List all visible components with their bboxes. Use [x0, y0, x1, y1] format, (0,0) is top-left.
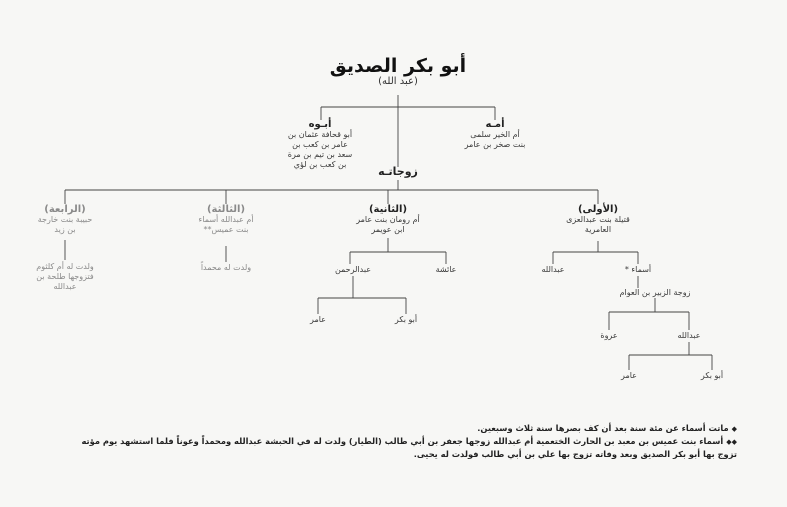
- wife-node-4: [10, 205, 120, 235]
- wife-heading: (الأولى): [577, 204, 619, 215]
- wife-line: بن زيد: [54, 225, 76, 234]
- abdulrahman-child-abubakr: أبو بكر: [394, 315, 418, 324]
- child-asma: أسماء *: [624, 265, 652, 274]
- father-line: أبو قحافة عثمان بن: [287, 130, 353, 139]
- wife-heading: (الثانية): [368, 204, 408, 215]
- asma-husband: زوجة الزبير بن العوام: [619, 288, 691, 297]
- diamond-icon: ◆: [731, 425, 737, 433]
- diamond-icon: ◆◆: [726, 438, 737, 446]
- wife4-note-line: فتزوجها طلحة بن: [36, 272, 94, 281]
- wife-line: قتيلة بنت عبدالعزى: [566, 215, 630, 224]
- mother-line: أم الخير سلمى: [470, 130, 520, 139]
- wife-line: حبيبة بنت خارجة: [37, 215, 93, 224]
- footnote: ◆◆أسماء بنت عميس بن معبد بن الحارث الختعمية أم عبدالله زوجها جعفر بن أبي طالب (الطيار) ولدت له في الحبشة عبدالله ومحمداً وعوناً فلما استشهد يوم مؤته: [81, 436, 737, 446]
- wife-line: العامرية: [584, 225, 612, 234]
- mother-line: بنت صخر بن عامر: [464, 140, 526, 149]
- grandchild-abubakr: أبو بكر: [700, 371, 724, 380]
- father-line: سعد بن تيم بن مرة: [287, 150, 353, 159]
- wives-label: زوجاتـه: [378, 165, 418, 178]
- wife4-note-line: ولدت له أم كلثوم: [36, 262, 94, 271]
- wife-line: أم رومان بنت عامر: [356, 215, 420, 224]
- mother-node: [440, 120, 550, 150]
- wife-heading: (الرابعة): [44, 204, 86, 215]
- father-line: بن كعب بن لؤي: [293, 160, 347, 169]
- asma-child-urwa: عروة: [600, 331, 618, 340]
- wife-node-3: [171, 205, 281, 235]
- wife-node-2: [328, 205, 448, 235]
- footnote: تزوج بها أبو بكر الصديق وبعد وفاته تزوج بها علي بن أبي طالب فولدت له يحيى.: [413, 449, 737, 459]
- father-line: عامر بن كعب بن: [292, 140, 348, 149]
- child-abdullah: عبدالله: [541, 265, 565, 274]
- root-name: [298, 55, 498, 87]
- grandchild-amer: عامر: [621, 371, 637, 380]
- asma-child-abdullah: عبدالله: [677, 331, 701, 340]
- wife4-note: [10, 262, 120, 292]
- page-title: أبو بكر الصديق: [329, 55, 467, 77]
- mother-heading: أمـه: [485, 119, 505, 130]
- wife-line: بنت عميس**: [203, 225, 249, 234]
- child-abdulrahman: عبدالرحمن: [334, 265, 372, 274]
- wife-line: ابن عويمر: [371, 225, 405, 234]
- father-heading: أبـوه: [308, 119, 332, 130]
- wife4-note-line: عبدالله: [53, 282, 77, 291]
- child-aisha: عائشة: [435, 265, 457, 274]
- wife-line: أم عبدالله أسماء: [198, 215, 254, 224]
- wife3-note: ولدت له محمداً: [200, 263, 252, 272]
- father-node: [255, 120, 385, 170]
- footnote: ◆ماتت أسماء عن مئة سنة بعد أن كف بصرها سنة ثلاث وسبعين.: [477, 423, 737, 433]
- page-subtitle: (عبد الله): [378, 76, 418, 87]
- wife-node-1: [538, 205, 658, 235]
- footnotes: [17, 422, 737, 460]
- abdulrahman-child-amer: عامر: [310, 315, 326, 324]
- wife-heading: (الثالثة): [206, 204, 246, 215]
